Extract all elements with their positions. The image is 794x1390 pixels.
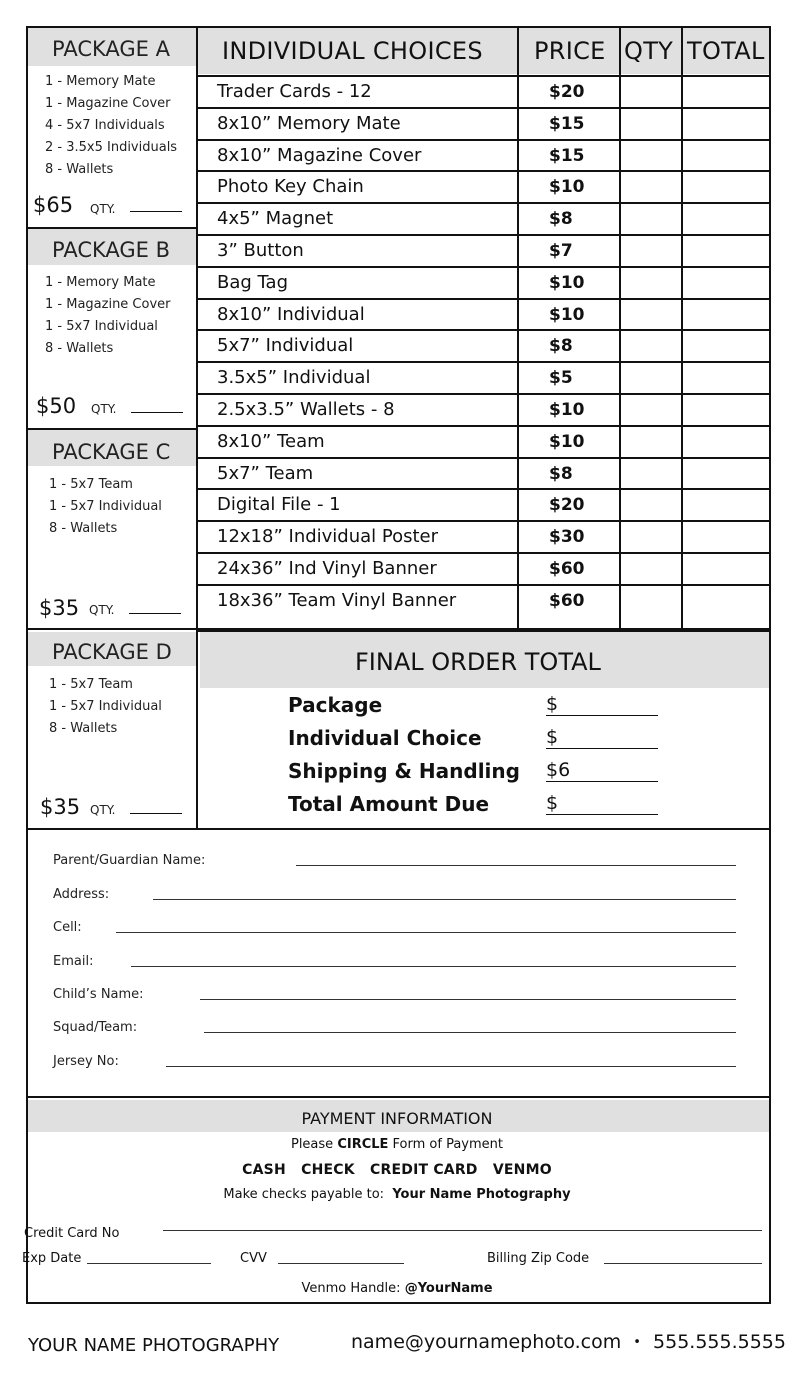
package-c-price: $35 — [39, 596, 80, 620]
choice-name: 3.5x5” Individual — [217, 367, 371, 388]
package-d-title: PACKAGE D — [52, 640, 172, 664]
email-field[interactable] — [131, 966, 736, 967]
card-no-field[interactable] — [163, 1230, 762, 1231]
choice-total-cell[interactable] — [683, 395, 769, 425]
divider — [26, 227, 198, 229]
package-d-qty-field[interactable] — [130, 813, 182, 814]
package-item: 1 - 5x7 Team — [49, 477, 133, 492]
divider — [198, 630, 771, 632]
package-qty-label: QTY. — [89, 603, 115, 617]
choice-total-cell[interactable] — [683, 554, 769, 584]
choice-price: $60 — [549, 591, 585, 611]
child-name-label: Child’s Name: — [53, 987, 144, 1002]
email-label: Email: — [53, 954, 94, 969]
choice-qty-cell[interactable] — [621, 586, 681, 616]
choice-total-cell[interactable] — [683, 77, 769, 107]
venmo-handle: @YourName — [404, 1281, 493, 1296]
choice-qty-cell[interactable] — [621, 522, 681, 552]
package-b-qty-field[interactable] — [131, 412, 183, 413]
package-b-price: $50 — [36, 394, 77, 418]
choice-total-cell[interactable] — [683, 172, 769, 202]
choice-name: 5x7” Individual — [217, 335, 354, 356]
choice-qty-cell[interactable] — [621, 141, 681, 171]
choice-qty-cell[interactable] — [621, 363, 681, 393]
package-a-qty-field[interactable] — [130, 211, 182, 212]
divider — [196, 26, 198, 630]
summary-package-value: $ — [546, 693, 559, 715]
cell-field[interactable] — [116, 932, 736, 933]
package-qty-label: QTY. — [91, 402, 117, 416]
choice-price: $10 — [549, 177, 585, 197]
contact-info — [351, 1331, 786, 1353]
choice-name: Photo Key Chain — [217, 176, 364, 197]
method-check[interactable]: CHECK — [301, 1162, 355, 1178]
choice-name: Bag Tag — [217, 272, 288, 293]
cell-label: Cell: — [53, 920, 82, 935]
choice-price: $5 — [549, 368, 573, 388]
payable-name: Your Name Photography — [392, 1187, 571, 1202]
choice-qty-cell[interactable] — [621, 395, 681, 425]
package-a-title: PACKAGE A — [52, 37, 170, 61]
cvv-label: CVV — [240, 1251, 267, 1266]
choice-name: 4x5” Magnet — [217, 208, 334, 229]
summary-individual-field[interactable] — [546, 748, 658, 749]
choice-total-cell[interactable] — [683, 363, 769, 393]
choice-total-cell[interactable] — [683, 586, 769, 616]
package-item: 1 - 5x7 Individual — [49, 499, 162, 514]
package-item: 1 - 5x7 Individual — [45, 319, 158, 334]
col-header-choices: INDIVIDUAL CHOICES — [222, 37, 483, 65]
choice-name: Trader Cards - 12 — [217, 81, 372, 102]
choice-price: $8 — [549, 464, 573, 484]
summary-total-due-label: Total Amount Due — [288, 792, 490, 816]
choice-name: 2.5x3.5” Wallets - 8 — [217, 399, 395, 420]
col-header-qty: QTY — [624, 37, 674, 65]
choice-price: $30 — [549, 527, 585, 547]
choice-total-cell[interactable] — [683, 204, 769, 234]
choice-qty-cell[interactable] — [621, 268, 681, 298]
jersey-no-field[interactable] — [166, 1066, 736, 1067]
choice-name: 8x10” Memory Mate — [217, 113, 401, 134]
package-item: 1 - Memory Mate — [45, 74, 156, 89]
col-header-total: TOTAL — [687, 37, 765, 65]
squad-team-field[interactable] — [204, 1032, 736, 1033]
choice-price: $20 — [549, 82, 585, 102]
summary-individual-value: $ — [546, 726, 559, 748]
squad-team-label: Squad/Team: — [53, 1020, 138, 1035]
choice-name: 5x7” Team — [217, 463, 314, 484]
circle-prefix: Please — [290, 1137, 338, 1152]
choice-name: Digital File - 1 — [217, 494, 341, 515]
choice-name: 24x36” Ind Vinyl Banner — [217, 558, 437, 579]
package-c-title: PACKAGE C — [52, 440, 171, 464]
package-item: 1 - Magazine Cover — [45, 297, 171, 312]
choice-name: 8x10” Team — [217, 431, 325, 452]
divider — [196, 630, 198, 830]
choice-qty-cell[interactable] — [621, 554, 681, 584]
choice-qty-cell[interactable] — [621, 204, 681, 234]
contact-section — [26, 830, 771, 1098]
card-no-label: Credit Card No — [24, 1226, 120, 1241]
payment-title: PAYMENT INFORMATION — [301, 1109, 493, 1128]
package-item: 8 - Wallets — [49, 521, 118, 536]
choice-total-cell[interactable] — [683, 236, 769, 266]
guardian-name-field[interactable] — [296, 865, 736, 866]
package-item: 1 - 5x7 Team — [49, 677, 133, 692]
venmo-label: Venmo Handle: — [301, 1281, 401, 1296]
studio-name: YOUR NAME PHOTOGRAPHY — [28, 1335, 280, 1356]
summary-total-due-field[interactable] — [546, 814, 658, 815]
footer-phone[interactable]: 555.555.5555 — [653, 1331, 786, 1353]
summary-shipping-value: $6 — [546, 759, 571, 781]
summary-package-label: Package — [288, 693, 383, 717]
circle-instruction — [0, 1137, 794, 1152]
choice-total-cell[interactable] — [683, 331, 769, 361]
choice-total-cell[interactable] — [683, 459, 769, 489]
choice-total-cell[interactable] — [683, 268, 769, 298]
package-item: 8 - Wallets — [45, 341, 114, 356]
venmo-line — [0, 1281, 794, 1296]
choice-qty-cell[interactable] — [621, 109, 681, 139]
choice-qty-cell[interactable] — [621, 490, 681, 520]
choice-price: $7 — [549, 241, 573, 261]
choice-qty-cell[interactable] — [621, 172, 681, 202]
guardian-name-label: Parent/Guardian Name: — [53, 853, 206, 868]
final-total-title: FINAL ORDER TOTAL — [355, 648, 601, 676]
choice-price: $15 — [549, 146, 585, 166]
choice-name: 8x10” Magazine Cover — [217, 145, 422, 166]
package-item: 8 - Wallets — [49, 721, 118, 736]
summary-package-field[interactable] — [546, 715, 658, 716]
jersey-no-label: Jersey No: — [53, 1054, 119, 1069]
choice-name: 12x18” Individual Poster — [217, 526, 439, 547]
choice-total-cell[interactable] — [683, 522, 769, 552]
package-item: 1 - Memory Mate — [45, 275, 156, 290]
choice-total-cell[interactable] — [683, 109, 769, 139]
choice-price: $20 — [549, 495, 585, 515]
package-item: 2 - 3.5x5 Individuals — [45, 140, 178, 155]
summary-shipping-label: Shipping & Handling — [288, 759, 520, 783]
footer-separator: • — [633, 1335, 641, 1350]
choice-price: $60 — [549, 559, 585, 579]
package-b-title: PACKAGE B — [52, 238, 171, 262]
choice-qty-cell[interactable] — [621, 77, 681, 107]
method-venmo[interactable]: VENMO — [492, 1162, 552, 1178]
cvv-field[interactable] — [278, 1263, 404, 1264]
choice-name: 8x10” Individual — [217, 304, 365, 325]
package-item: 1 - 5x7 Individual — [49, 699, 162, 714]
choice-price: $10 — [549, 400, 585, 420]
choice-price: $10 — [549, 305, 585, 325]
summary-total-due-value: $ — [546, 792, 559, 814]
payable-label: Make checks payable to: — [223, 1187, 385, 1202]
choice-qty-cell[interactable] — [621, 300, 681, 330]
choice-price: $8 — [549, 336, 573, 356]
choice-price: $10 — [549, 273, 585, 293]
payable-line — [0, 1187, 794, 1202]
choice-total-cell[interactable] — [683, 490, 769, 520]
circle-suffix: Form of Payment — [388, 1137, 503, 1152]
choice-qty-cell[interactable] — [621, 236, 681, 266]
divider — [26, 428, 198, 430]
method-credit-card[interactable]: CREDIT CARD — [370, 1162, 478, 1178]
divider — [517, 26, 519, 630]
summary-shipping-field[interactable] — [546, 781, 658, 782]
choice-total-cell[interactable] — [683, 427, 769, 457]
child-name-field[interactable] — [200, 999, 736, 1000]
choice-total-cell[interactable] — [683, 300, 769, 330]
choice-price: $15 — [549, 114, 585, 134]
choice-total-cell[interactable] — [683, 141, 769, 171]
package-c-qty-field[interactable] — [129, 613, 181, 614]
address-label: Address: — [53, 887, 110, 902]
package-a-price: $65 — [33, 193, 74, 217]
package-d-price: $35 — [40, 795, 81, 819]
package-qty-label: QTY. — [90, 202, 116, 216]
summary-individual-label: Individual Choice — [288, 726, 482, 750]
circle-word: CIRCLE — [337, 1137, 389, 1152]
method-cash[interactable]: CASH — [242, 1162, 286, 1178]
choice-qty-cell[interactable] — [621, 459, 681, 489]
choice-name: 3” Button — [217, 240, 304, 261]
payment-methods — [0, 1162, 794, 1178]
zip-label: Billing Zip Code — [487, 1251, 590, 1266]
package-item: 4 - 5x7 Individuals — [45, 118, 165, 133]
choice-price: $10 — [549, 432, 585, 452]
package-item: 8 - Wallets — [45, 162, 114, 177]
exp-date-label: Exp Date — [22, 1251, 82, 1266]
address-field[interactable] — [153, 899, 736, 900]
choice-name: 18x36” Team Vinyl Banner — [217, 590, 457, 611]
choice-qty-cell[interactable] — [621, 427, 681, 457]
col-header-price: PRICE — [534, 37, 606, 65]
exp-date-field[interactable] — [87, 1263, 211, 1264]
choice-qty-cell[interactable] — [621, 331, 681, 361]
package-qty-label: QTY. — [90, 803, 116, 817]
zip-field[interactable] — [604, 1263, 762, 1264]
package-item: 1 - Magazine Cover — [45, 96, 171, 111]
choice-price: $8 — [549, 209, 573, 229]
footer-email[interactable]: name@yournamephoto.com — [351, 1331, 622, 1353]
